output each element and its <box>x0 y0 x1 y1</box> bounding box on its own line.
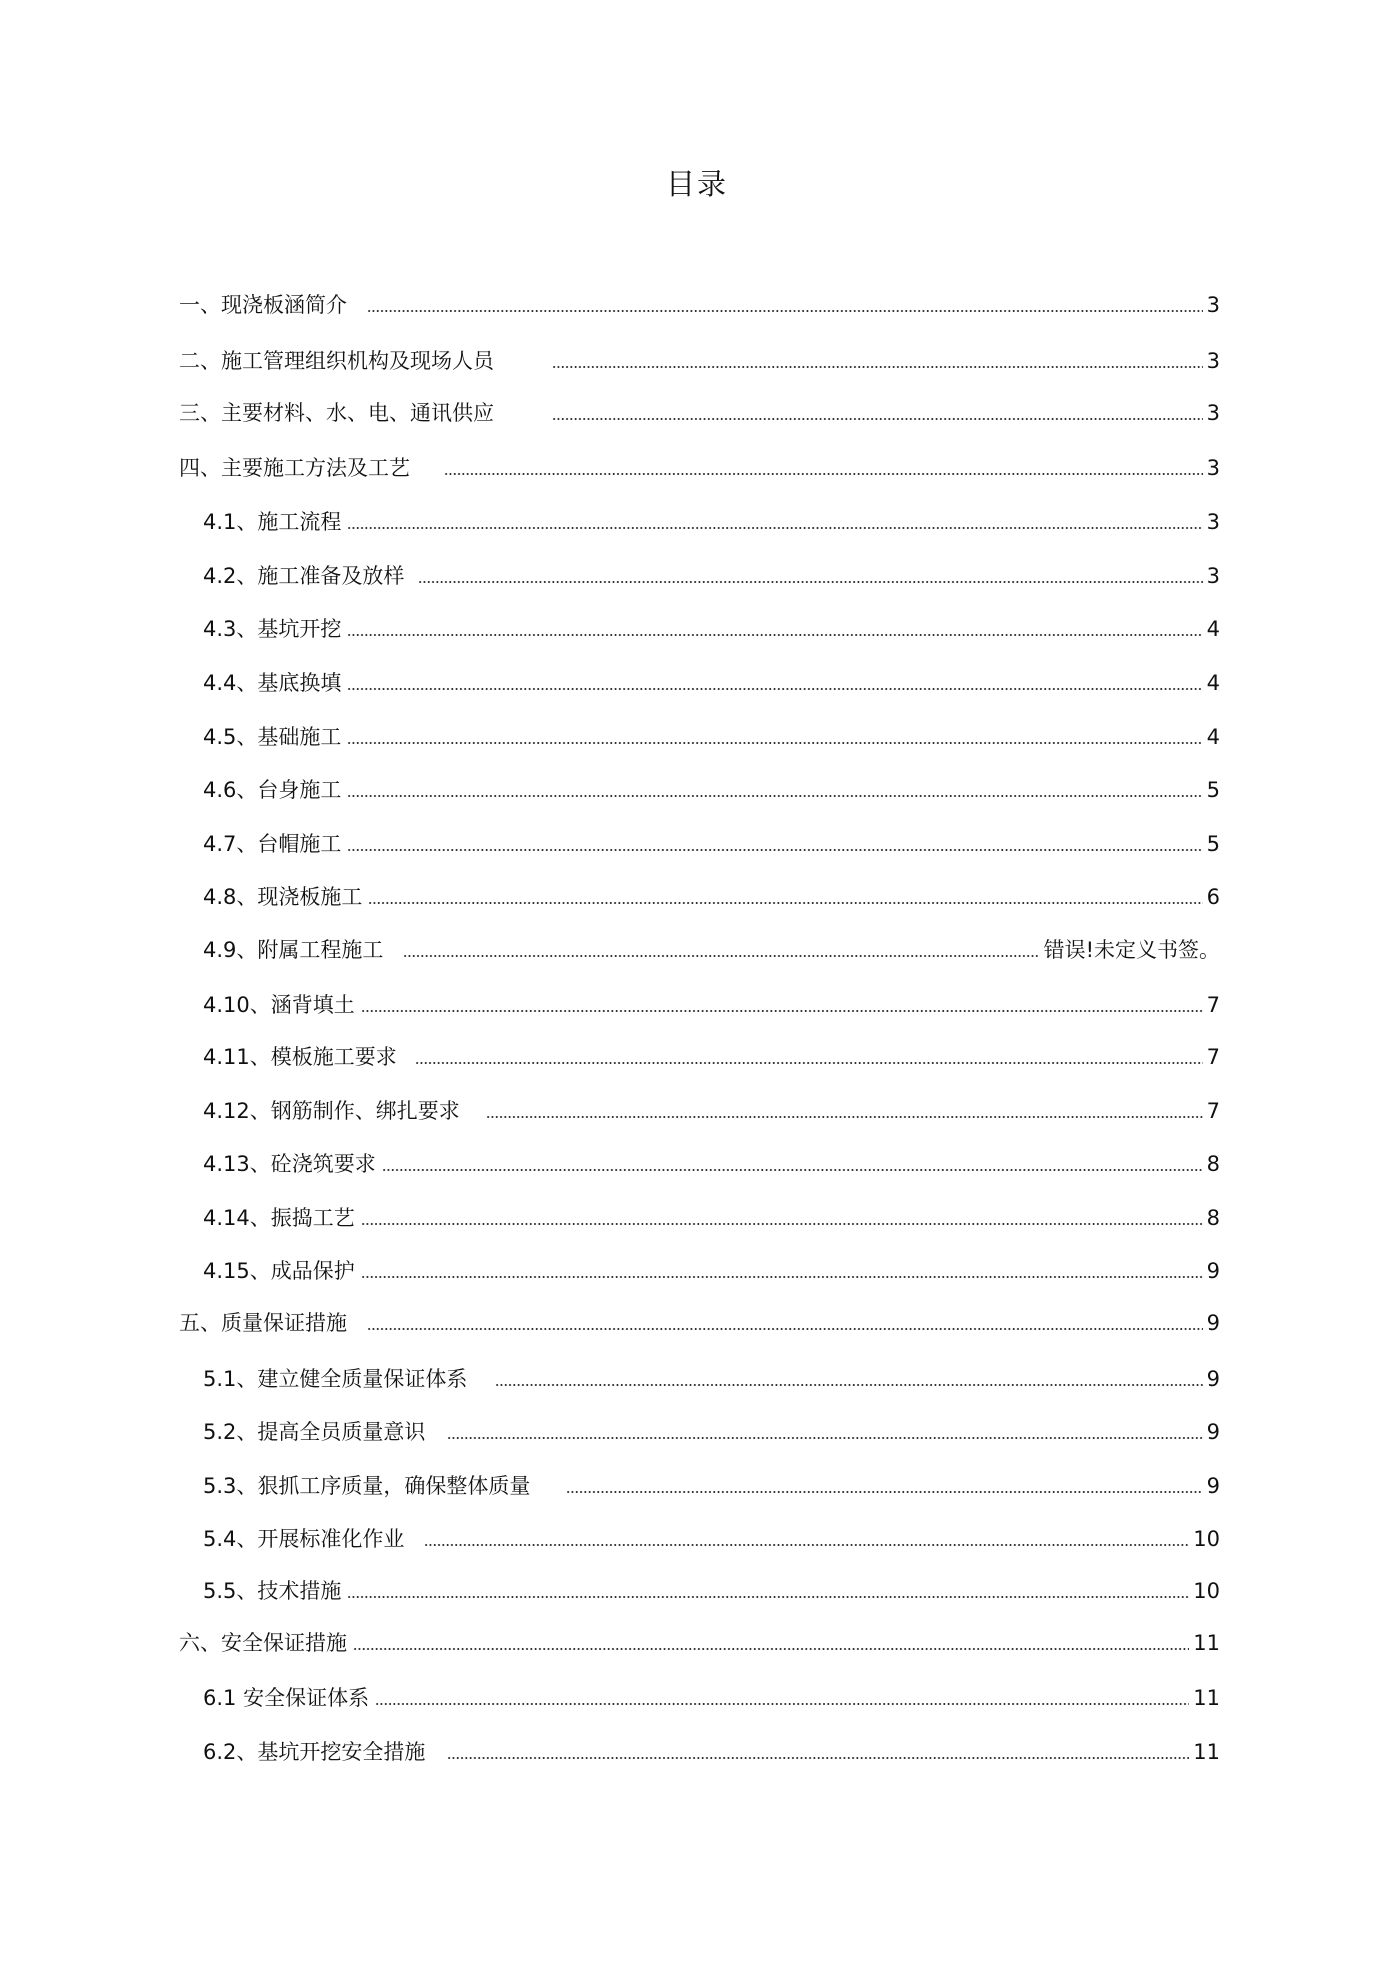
toc-entry-label: 一、现浇板涵简介 <box>179 293 347 317</box>
toc-entry-label: 4.8、现浇板施工 <box>203 885 363 909</box>
dot-leader <box>382 1150 1203 1172</box>
toc-page-number: 3 <box>1206 564 1220 588</box>
dot-leader <box>368 883 1202 905</box>
toc-entry-10[interactable] <box>203 775 1220 805</box>
toc-entry-22[interactable] <box>203 1417 1220 1447</box>
toc-page-number: 7 <box>1206 993 1220 1017</box>
dot-leader <box>495 1365 1202 1387</box>
toc-page-number: 4 <box>1206 725 1220 749</box>
toc-page-number: 9 <box>1206 1259 1220 1283</box>
toc-entry-label: 4.12、钢筋制作、绑扎要求 <box>203 1099 460 1123</box>
toc-entry-4[interactable] <box>179 453 1220 483</box>
toc-entry-label: 4.5、基础施工 <box>203 725 342 749</box>
toc-entry-label: 4.13、砼浇筑要求 <box>203 1152 376 1176</box>
toc-entry-20[interactable] <box>179 1308 1220 1338</box>
toc-entry-label: 6.2、基坑开挖安全措施 <box>203 1740 426 1764</box>
toc-entry-label: 4.11、模板施工要求 <box>203 1045 397 1069</box>
toc-entry-label: 4.1、施工流程 <box>203 510 342 534</box>
dot-leader <box>347 776 1202 798</box>
dot-leader <box>347 723 1202 745</box>
toc-page-number: 4 <box>1206 617 1220 641</box>
toc-page-number: 11 <box>1193 1631 1220 1655</box>
dot-leader <box>347 669 1202 691</box>
toc-entry-11[interactable] <box>203 829 1220 859</box>
toc-entry-label: 六、安全保证措施 <box>179 1631 347 1655</box>
dot-leader <box>486 1097 1203 1119</box>
toc-entry-13[interactable] <box>203 935 1220 965</box>
toc-entry-9[interactable] <box>203 722 1220 752</box>
toc-page-number: 9 <box>1206 1474 1220 1498</box>
toc-entry-21[interactable] <box>203 1364 1220 1394</box>
dot-leader <box>415 1043 1203 1065</box>
toc-entry-label: 4.7、台帽施工 <box>203 832 342 856</box>
dot-leader <box>347 1577 1189 1599</box>
toc-entry-label: 4.2、施工准备及放样 <box>203 564 405 588</box>
toc-entry-label: 4.9、附属工程施工 <box>203 938 384 962</box>
toc-entry-label: 4.10、涵背填土 <box>203 993 355 1017</box>
toc-page-number: 3 <box>1206 293 1220 317</box>
dot-leader <box>566 1472 1202 1494</box>
toc-entry-label: 4.4、基底换填 <box>203 671 342 695</box>
toc-entry-7[interactable] <box>203 614 1220 644</box>
dot-leader <box>447 1418 1202 1440</box>
toc-page-number: 8 <box>1206 1206 1220 1230</box>
dot-leader <box>353 1629 1189 1651</box>
toc-page-number: 7 <box>1206 1099 1220 1123</box>
dot-leader <box>347 615 1202 637</box>
toc-entry-label: 6.1 安全保证体系 <box>203 1686 370 1710</box>
toc-entry-label: 5.5、技术措施 <box>203 1579 342 1603</box>
toc-entry-label: 5.1、建立健全质量保证体系 <box>203 1367 468 1391</box>
toc-page-number: 11 <box>1193 1740 1220 1764</box>
toc-entry-label: 四、主要施工方法及工艺 <box>179 456 410 480</box>
dot-leader <box>424 1525 1189 1547</box>
dot-leader <box>367 291 1203 313</box>
toc-page-number: 9 <box>1206 1367 1220 1391</box>
dot-leader <box>367 1309 1203 1331</box>
toc-entry-5[interactable] <box>203 507 1220 537</box>
toc-entry-label: 5.2、提高全员质量意识 <box>203 1420 426 1444</box>
toc-page-number: 3 <box>1206 510 1220 534</box>
toc-entry-label: 5.4、开展标准化作业 <box>203 1527 405 1551</box>
toc-entry-18[interactable] <box>203 1203 1220 1233</box>
toc-entry-28[interactable] <box>203 1737 1220 1767</box>
dot-leader <box>347 508 1202 530</box>
toc-entry-15[interactable] <box>203 1042 1220 1072</box>
toc-page-number: 10 <box>1193 1527 1220 1551</box>
toc-entry-label: 5.3、狠抓工序质量，确保整体质量 <box>203 1474 531 1498</box>
toc-entry-27[interactable] <box>203 1683 1220 1713</box>
toc-entry-label: 五、质量保证措施 <box>179 1311 347 1335</box>
toc-entry-16[interactable] <box>203 1096 1220 1126</box>
toc-page-number: 11 <box>1193 1686 1220 1710</box>
toc-page-number: 6 <box>1206 885 1220 909</box>
toc-entry-17[interactable] <box>203 1149 1220 1179</box>
toc-entry-14[interactable] <box>203 990 1220 1020</box>
dot-leader <box>444 454 1203 476</box>
toc-entry-3[interactable] <box>179 398 1220 428</box>
dot-leader <box>375 1684 1189 1706</box>
dot-leader <box>361 991 1203 1013</box>
toc-entry-25[interactable] <box>203 1576 1220 1606</box>
dot-leader <box>447 1738 1189 1760</box>
toc-entry-19[interactable] <box>203 1256 1220 1286</box>
toc-page-number: 10 <box>1193 1579 1220 1603</box>
toc-page-number: 3 <box>1206 456 1220 480</box>
dot-leader <box>361 1204 1203 1226</box>
dot-leader <box>403 936 1039 958</box>
toc-page-number: 7 <box>1206 1045 1220 1069</box>
toc-entry-label: 4.6、台身施工 <box>203 778 342 802</box>
dot-leader <box>361 1257 1203 1279</box>
toc-entry-2[interactable] <box>179 346 1220 376</box>
toc-entry-26[interactable] <box>179 1628 1220 1658</box>
toc-page-number: 5 <box>1206 778 1220 802</box>
toc-entry-label: 二、施工管理组织机构及现场人员 <box>179 349 494 373</box>
toc-entry-6[interactable] <box>203 561 1220 591</box>
toc-page-number: 8 <box>1206 1152 1220 1176</box>
toc-entry-label: 4.3、基坑开挖 <box>203 617 342 641</box>
dot-leader <box>418 562 1202 584</box>
toc-entry-8[interactable] <box>203 668 1220 698</box>
toc-page-number: 错误!未定义书签。 <box>1043 938 1220 962</box>
dot-leader <box>347 830 1202 852</box>
toc-page-number: 9 <box>1206 1311 1220 1335</box>
toc-page-number: 3 <box>1206 401 1220 425</box>
toc-page-number: 4 <box>1206 671 1220 695</box>
toc-entry-label: 4.15、成品保护 <box>203 1259 355 1283</box>
toc-entry-label: 4.14、振捣工艺 <box>203 1206 355 1230</box>
dot-leader <box>552 347 1203 369</box>
toc-entry-12[interactable] <box>203 882 1220 912</box>
toc-entry-label: 三、主要材料、水、电、通讯供应 <box>179 401 494 425</box>
toc-entry-23[interactable] <box>203 1471 1220 1501</box>
dot-leader <box>552 399 1203 421</box>
toc-entry-1[interactable] <box>179 290 1220 320</box>
toc-title: 目录 <box>665 167 728 201</box>
toc-entry-24[interactable] <box>203 1524 1220 1554</box>
toc-page-number: 5 <box>1206 832 1220 856</box>
toc-page-number: 3 <box>1206 349 1220 373</box>
toc-page-number: 9 <box>1206 1420 1220 1444</box>
